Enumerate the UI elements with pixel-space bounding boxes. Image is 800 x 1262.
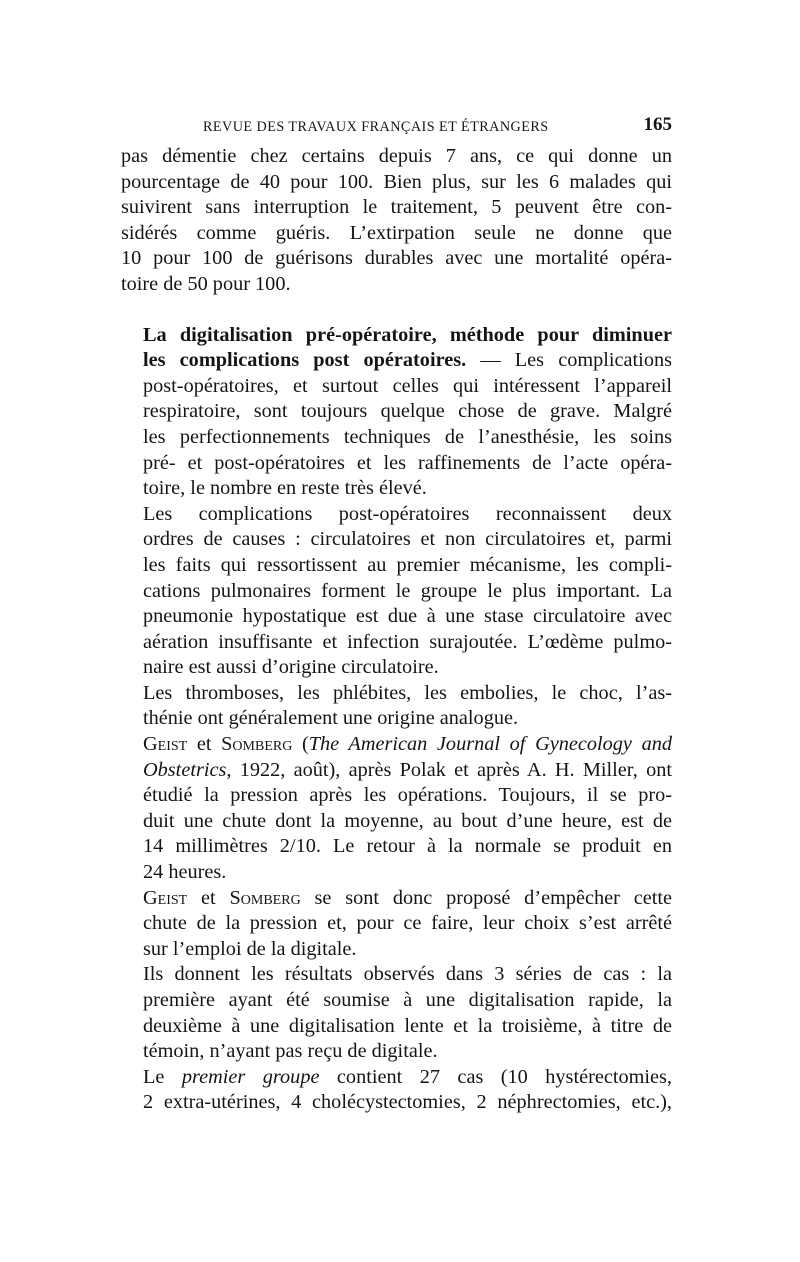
- text-line: [121, 758, 672, 784]
- text-line: [121, 1065, 672, 1091]
- paragraph-5: [121, 732, 672, 886]
- paragraph-8: [121, 1065, 672, 1116]
- author-name: Somberg: [221, 733, 293, 756]
- paragraph-6: [121, 886, 672, 963]
- author-name: Somberg: [229, 886, 301, 909]
- text-line: sidérés comme guéris. L’extirpation seule ne donne que: [121, 221, 672, 244]
- text-line: suivirent sans interruption le traitement, 5 peuvent être con-: [121, 196, 672, 219]
- running-title: REVUE DES TRAVAUX FRANÇAIS ET ÉTRANGERS: [203, 119, 549, 135]
- paragraph-4: [121, 681, 672, 732]
- text-line: les perfectionnements techniques de l’anesthésie, les soins: [143, 425, 672, 448]
- emphasis: premier groupe: [181, 1065, 320, 1088]
- section-heading: La digitalisation pré-opératoire, méthode pour diminuer: [143, 323, 672, 346]
- line-start: Le: [143, 1065, 182, 1088]
- conjunction: et: [187, 886, 230, 909]
- section-paragraph: [121, 323, 672, 502]
- journal-title: The American Journal of Gynecology and: [308, 733, 672, 756]
- author-name: Geist: [143, 733, 188, 756]
- text-line: aération insuffisante et infection surajoutée. L’œdème pulmo-: [143, 630, 672, 653]
- conjunction: et: [187, 733, 222, 756]
- text-line: Ils donnent les résultats observés dans 3 séries de cas : la: [143, 963, 672, 986]
- author-name: Geist: [143, 886, 188, 909]
- text-line: chute de la pression et, pour ce faire, leur choix s’est arrêté: [143, 912, 672, 935]
- text-line: sur l’emploi de la digitale.: [143, 937, 357, 960]
- text-line: duit une chute dont la moyenne, au bout d’une heure, est de: [143, 809, 672, 832]
- page-header: [121, 110, 672, 144]
- text-line: pourcentage de 40 pour 100. Bien plus, sur les 6 malades qui: [121, 170, 672, 193]
- paragraph-7: [121, 962, 672, 1064]
- text-line: les faits qui ressortissent au premier mécanisme, les compli-: [143, 553, 672, 576]
- text-line: 10 pour 100 de guérisons durables avec une mortalité opéra-: [121, 247, 672, 270]
- text-line: 2 extra-utérines, 4 cholécystectomies, 2 néphrectomies, etc.),: [143, 1091, 672, 1114]
- line-rest: se sont donc proposé d’empêcher cette: [300, 886, 672, 909]
- text-line: deuxième à une digitalisation lente et la troisième, à titre de: [143, 1014, 672, 1037]
- text-line: cations pulmonaires forment le groupe le plus important. La: [143, 579, 672, 602]
- text-line: témoin, n’ayant pas reçu de digitale.: [143, 1040, 438, 1063]
- text-line: 14 millimètres 2/10. Le retour à la normale se produit en: [143, 835, 672, 858]
- text-line: [121, 348, 672, 374]
- heading-line-rest: — Les complications: [466, 349, 672, 372]
- paragraph-3: [121, 502, 672, 681]
- text-line: post-opératoires, et surtout celles qui intéressent l’appareil: [143, 374, 672, 397]
- text-line: première ayant été soumise à une digitalisation rapide, la: [143, 989, 672, 1011]
- text-line: pneumonie hypostatique est due à une stase circulatoire avec: [143, 605, 672, 628]
- text-line: étudié la pression après les opérations. Toujours, il se pro-: [143, 784, 672, 807]
- line-rest: contient 27 cas (10 hystérectomies,: [319, 1065, 672, 1088]
- text-line: pas démentie chez certains depuis 7 ans, ce qui donne un: [121, 145, 672, 167]
- text-line: respiratoire, sont toujours quelque chose de grave. Malgré: [143, 400, 672, 423]
- text-line: thénie ont généralement une origine analogue.: [143, 707, 519, 730]
- text-line: Les thromboses, les phlébites, les embolies, le choc, l’as-: [143, 681, 672, 704]
- text-line: [121, 732, 672, 758]
- paragraph-1: [121, 144, 672, 298]
- journal-title: Obstetrics: [143, 758, 227, 781]
- section-heading-end: les complications post opératoires.: [143, 349, 467, 372]
- text-line: Les complications post-opératoires reconnaissent deux: [143, 502, 672, 525]
- text-line: 24 heures.: [143, 861, 227, 884]
- page-number: 165: [643, 114, 672, 135]
- citation-rest: , 1922, août), après Polak et après A. H. Miller, ont: [226, 758, 672, 781]
- text-line: ordres de causes : circulatoires et non circulatoires et, parmi: [143, 528, 672, 551]
- text-line: naire est aussi d’origine circulatoire.: [143, 656, 439, 679]
- text-line: pré- et post-opératoires et les raffinements de l’acte opéra-: [143, 451, 672, 474]
- open-parenthesis: (: [292, 733, 309, 756]
- text-line: toire, le nombre en reste très élevé.: [143, 477, 427, 500]
- book-page: [121, 110, 672, 1116]
- text-line: toire de 50 pour 100.: [121, 272, 291, 295]
- text-line: [121, 886, 672, 912]
